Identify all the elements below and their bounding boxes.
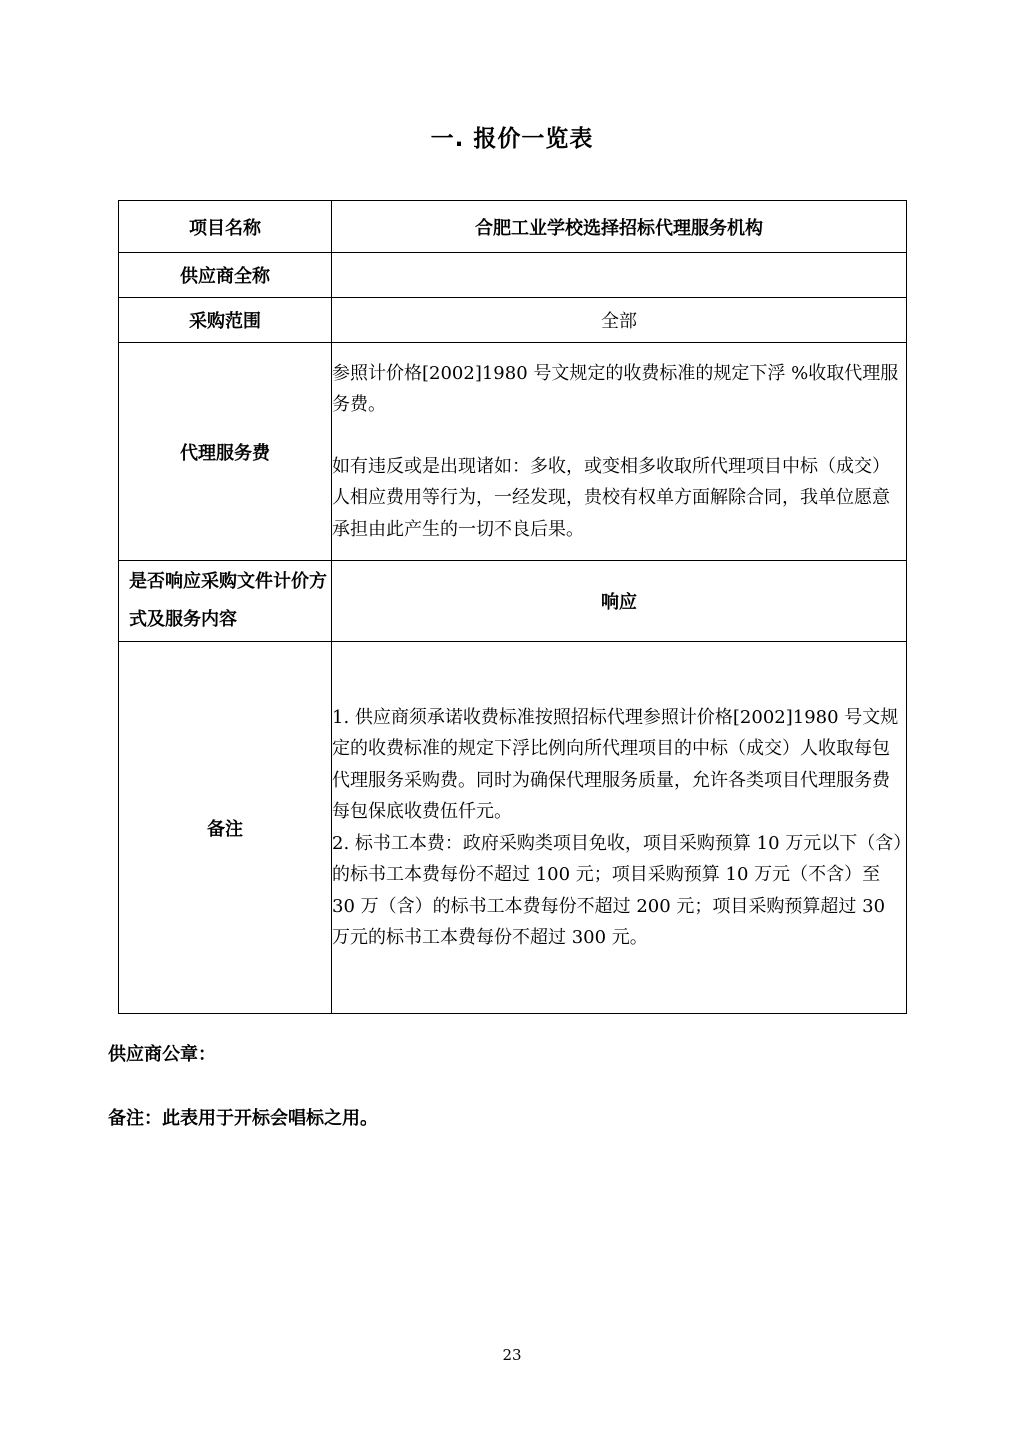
supplier-seal-label: 供应商公章： <box>108 1044 216 1065</box>
remarks-item-1: 1. 供应商须承诺收费标准按照招标代理参照计价格[2002]1980 号文规定的收费标准的规定下浮比例向所代理项目的中标（成交）人收取每包代理服务采购费。同时为确保代理服务质量，允许各类项目代理服务费每包保底收费伍仟元。 <box>332 706 899 822</box>
agency-fee-text <box>332 343 907 561</box>
remarks-text <box>332 642 907 1014</box>
project-name-label: 项目名称 <box>119 201 332 253</box>
agency-fee-paragraph-1: 参照计价格[2002]1980 号文规定的收费标准的规定下浮 %收取代理服务费。 <box>332 362 899 416</box>
remarks-label: 备注 <box>119 642 332 1014</box>
page-title: 一. 报价一览表 <box>430 126 594 152</box>
project-name-value: 合肥工业学校选择招标代理服务机构 <box>332 201 907 253</box>
agency-fee-label: 代理服务费 <box>119 343 332 561</box>
remarks-item-2: 2. 标书工本费：政府采购类项目免收，项目采购预算 10 万元以下（含）的标书工本费每份不超过 100 元；项目采购预算 10 万元（不含）至 30 万（含）的标书工本费每份不超过 200 元；项目采购预算超过 30 万元的标书工本费每份不超过 300 元。 <box>332 832 903 948</box>
scope-value: 全部 <box>332 298 907 343</box>
paragraph-gap <box>332 421 906 451</box>
table-row-response <box>119 561 907 642</box>
table-row-project-name <box>119 201 907 253</box>
table-row-supplier-name <box>119 253 907 298</box>
table-row-remarks <box>119 642 907 1014</box>
table-row-agency-fee <box>119 343 907 561</box>
quote-summary-table <box>118 200 907 1014</box>
agency-fee-paragraph-2: 如有违反或是出现诸如：多收，或变相多收取所代理项目中标（成交）人相应费用等行为，一经发现，贵校有权单方面解除合同，我单位愿意承担由此产生的一切不良后果。 <box>332 455 890 540</box>
footer-note: 备注：此表用于开标会唱标之用。 <box>108 1108 378 1129</box>
response-value: 响应 <box>332 561 907 642</box>
response-label: 是否响应采购文件计价方式及服务内容 <box>119 561 332 642</box>
table-row-scope <box>119 298 907 343</box>
supplier-name-label: 供应商全称 <box>119 253 332 298</box>
scope-label: 采购范围 <box>119 298 332 343</box>
supplier-name-value <box>332 253 907 298</box>
page-number: 23 <box>502 1346 522 1364</box>
